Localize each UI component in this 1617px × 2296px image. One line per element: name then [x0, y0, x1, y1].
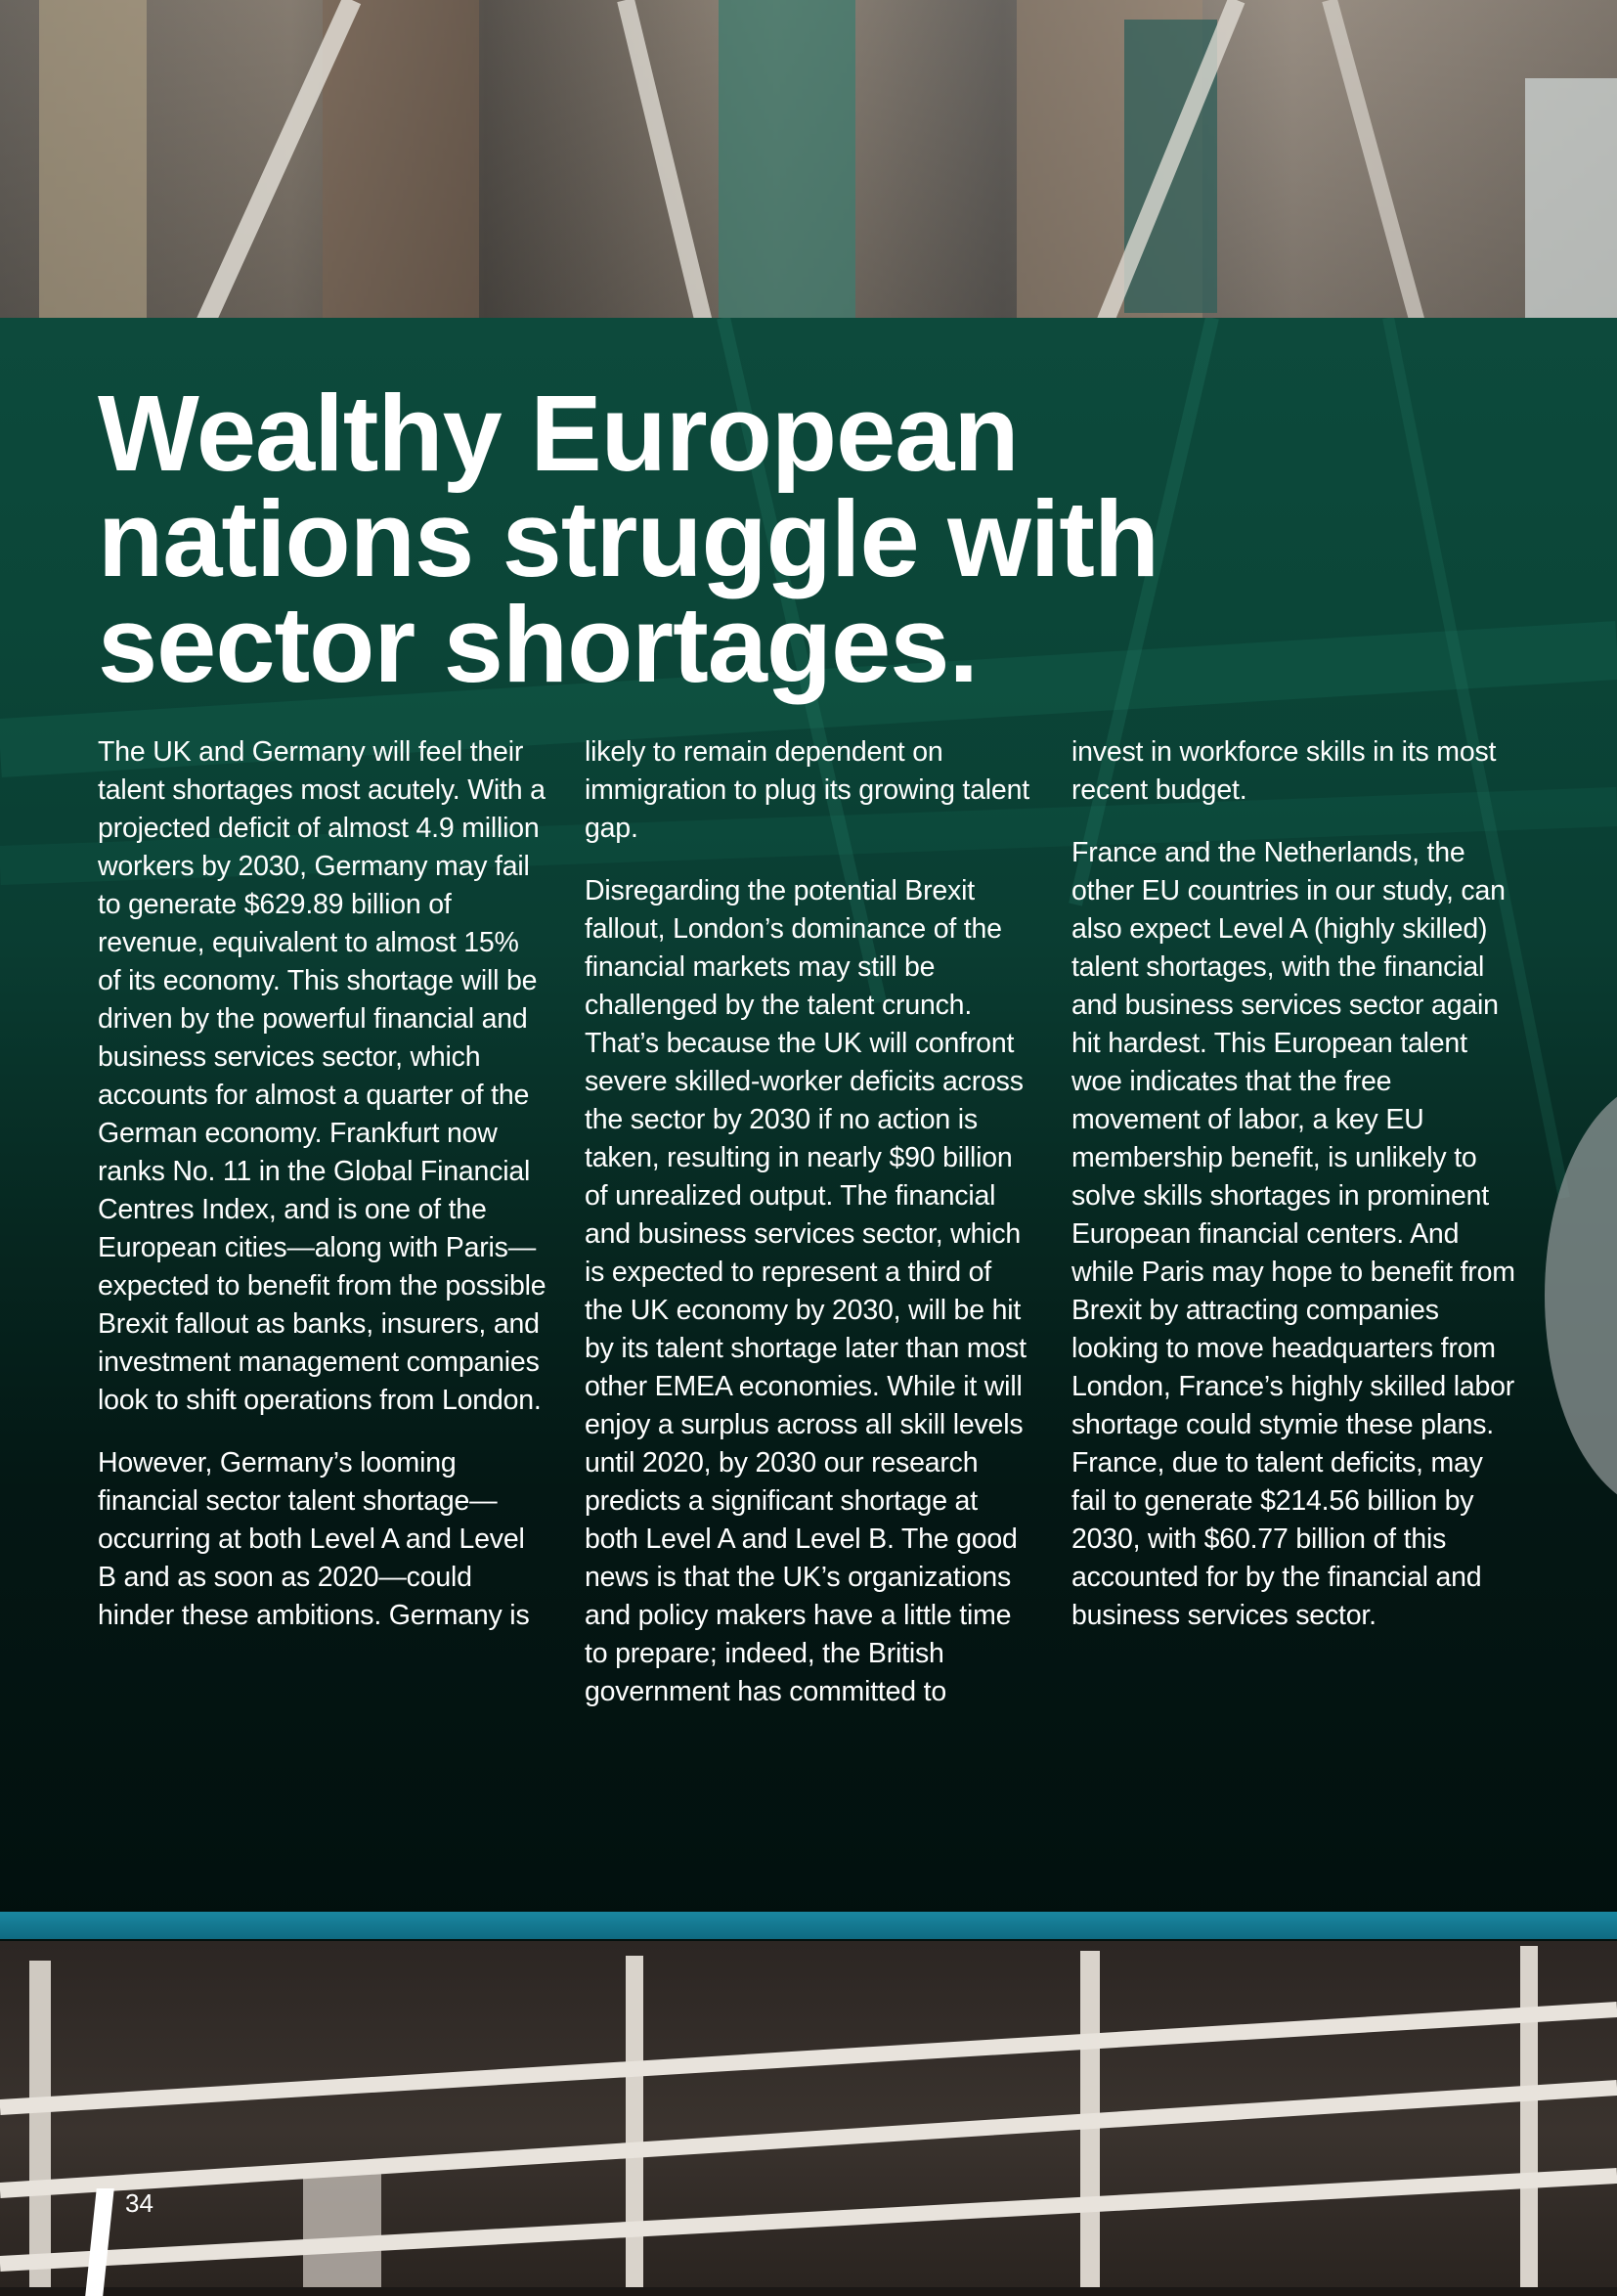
- page-number: 34: [125, 2188, 153, 2218]
- paragraph: Disregarding the potential Brexit fallout, London’s dominance of the financial markets may still be challenged by the talent crunch. That’s because the UK will confront severe skilled-worker deficits across the sector by 2030 if no action is taken, resulting in nearly $90 billion of unrealized output. The financial and business services sector, which is expected to represent a third of the UK economy by 2030, will be hit by its talent shortage later than most other EMEA economies. While it will enjoy a surplus across all skill levels until 2020, by 2030 our research predicts a significant shortage at both Level A and Level B. The good news is that the UK’s organizations and policy makers have a little time to prepare; indeed, the British government has committed to: [585, 875, 1027, 1707]
- text-column-2: [585, 733, 1034, 1838]
- article-columns: [98, 733, 1525, 1838]
- railing-graphic: [0, 1941, 1617, 2287]
- footer-photo: [0, 1941, 1617, 2287]
- paragraph: The UK and Germany will feel their talent shortages most acutely. With a projected deficit of almost 4.9 million workers by 2030, Germany may fail to generate $629.89 billion of revenue, equivalent to almost 15% of its economy. This shortage will be driven by the powerful financial and business services sector, which accounts for almost a quarter of the German economy. Frankfurt now ranks No. 11 in the Global Financial Centres Index, and is one of the European cities—along with Paris—expected to benefit from the possible Brexit fallout as banks, insurers, and investment management companies look to shift operations from London.: [98, 736, 546, 1416]
- text-column-3: [1071, 733, 1521, 1838]
- paragraph: However, Germany’s looming financial sector talent shortage—occurring at both Level A and Level B and as soon as 2020—could hinder these ambitions. Germany is: [98, 1447, 530, 1631]
- headline: Wealthy European nations struggle with sector shortages.: [98, 374, 1159, 705]
- paragraph: likely to remain dependent on immigration to plug its growing talent gap.: [585, 736, 1029, 844]
- railing-top-bar: [0, 1912, 1617, 1939]
- paragraph: France and the Netherlands, the other EU countries in our study, can also expect Level A (highly skilled) talent shortages, with the financial and business services sector again hit hardest. This European talent woe indicates that the free movement of labor, a key EU membership benefit, is unlikely to solve skills shortages in prominent European financial centers. And while Paris may hope to benefit from Brexit by attracting companies looking to move headquarters from London, France’s highly skilled labor shortage could stymie these plans. France, due to talent deficits, may fail to generate $214.56 billion by 2030, with $60.77 billion of this accounted for by the financial and business services sector.: [1071, 837, 1515, 1631]
- paragraph: invest in workforce skills in its most recent budget.: [1071, 736, 1497, 806]
- text-column-1: [98, 733, 547, 1838]
- header-photo: [0, 0, 1617, 323]
- building-facade-graphic: [0, 0, 1617, 323]
